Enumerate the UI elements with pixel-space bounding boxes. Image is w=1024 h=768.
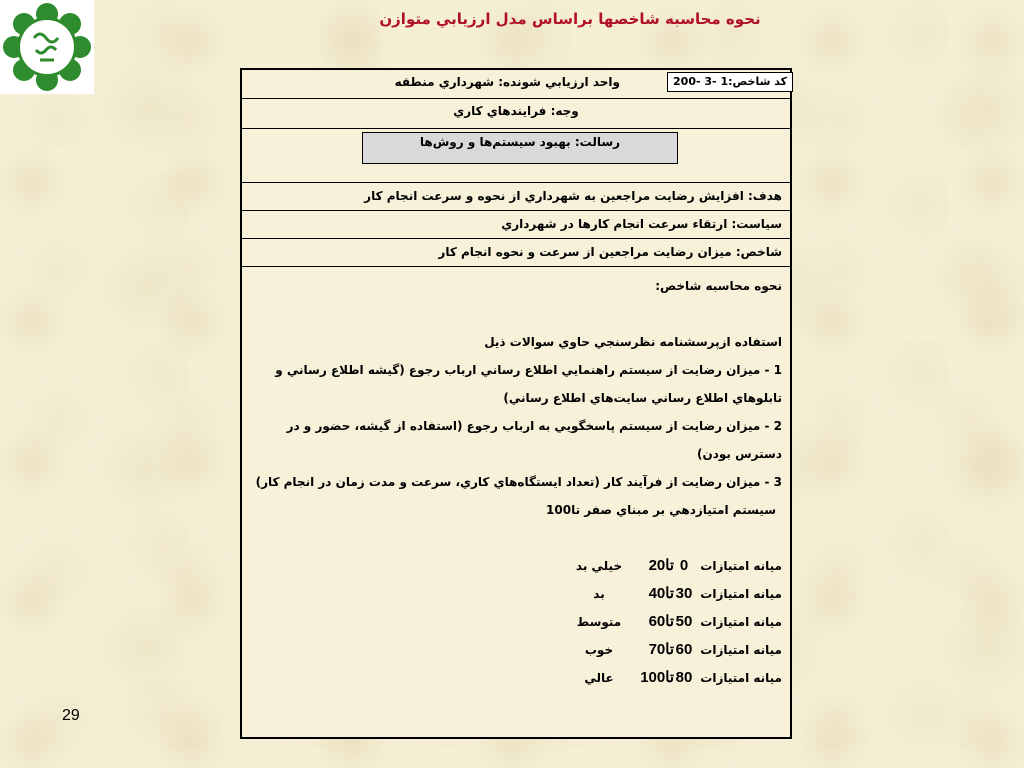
score-row [250, 580, 782, 608]
score-from: 30 [675, 585, 693, 602]
goal-row [242, 182, 790, 211]
score-rating: عالي [584, 671, 614, 685]
tehran-municipality-logo-icon [0, 0, 94, 94]
question-item-2: 2 - ميزان رضايت از سيستم پاسخگويي به ارباب رجوع (استفاده از گيشه، حضور و در دسترس بودن) [286, 419, 782, 461]
score-to: تا40 [648, 585, 674, 602]
calculation-section [242, 266, 790, 737]
score-from: 60 [675, 641, 693, 658]
score-from: 0 [679, 557, 689, 574]
score-label: ميانه امتيازات [700, 559, 782, 573]
score-label: ميانه امتيازات [700, 587, 782, 601]
slide-title: نحوه محاسبه شاخصها براساس مدل ارزيابي متوازن [379, 10, 761, 28]
score-to: تا70 [648, 641, 674, 658]
score-from: 50 [675, 613, 693, 630]
evaluated-unit-label: واحد ارزيابي شونده: شهرداري منطقه [394, 75, 620, 89]
aspect-label: وجه: فرايندهاي كاري [453, 104, 579, 118]
score-rating: خوب [584, 643, 614, 657]
aspect-row [242, 98, 790, 129]
score-rating: خيلي بد [575, 559, 623, 573]
unit-row [242, 70, 790, 99]
indicator-row [242, 238, 790, 267]
score-from: 80 [675, 669, 693, 686]
score-row [250, 636, 782, 664]
scoring-system-note: سيستم امتيازدهي بر مبناي صفر تا100 [546, 503, 776, 517]
score-label: ميانه امتيازات [700, 671, 782, 685]
score-rating: متوسط [576, 615, 622, 629]
indicator-form-table [240, 68, 792, 739]
page-number: 29 [62, 707, 80, 724]
indicator-label: شاخص: ميزان رضايت مراجعين از سرعت و نحوه انجام كار [438, 245, 782, 259]
question-item-1: 1 - ميزان رضايت از سيستم راهنمايي اطلاع رساني ارباب رجوع (گيشه اطلاع رساني و تابلوهاي اطلاع رساني سايت‌هاي اطلاع رساني) [275, 363, 782, 405]
score-row [250, 608, 782, 636]
policy-label: سياست: ارتقاء سرعت انجام كارها در شهرداري [501, 217, 782, 231]
question-item-3: 3 - ميزان رضايت از فرآيند كار (تعداد ايستگاه‌هاي كاري، سرعت و مدت زمان در انجام كار) [255, 475, 782, 489]
score-label: ميانه امتيازات [700, 643, 782, 657]
score-to: تا20 [648, 557, 674, 574]
mission-box: رسالت: بهبود سيستم‌ها و روش‌ها [362, 132, 678, 164]
indicator-code-box: كد شاخص:1 -3 -200 [667, 72, 793, 92]
calc-heading: نحوه محاسبه شاخص: [655, 279, 782, 293]
score-rating: بد [593, 587, 605, 601]
calc-intro: استفاده ازپرسشنامه نظرسنجي حاوي سوالات ذيل [484, 335, 782, 349]
score-label: ميانه امتيازات [700, 615, 782, 629]
score-row [250, 664, 782, 692]
mission-row [242, 128, 790, 183]
score-to: تا100 [640, 669, 674, 686]
score-to: تا60 [648, 613, 674, 630]
score-row [250, 552, 782, 580]
policy-row [242, 210, 790, 239]
goal-label: هدف: افزايش رضايت مراجعين به شهرداري از نحوه و سرعت انجام كار [364, 189, 782, 203]
